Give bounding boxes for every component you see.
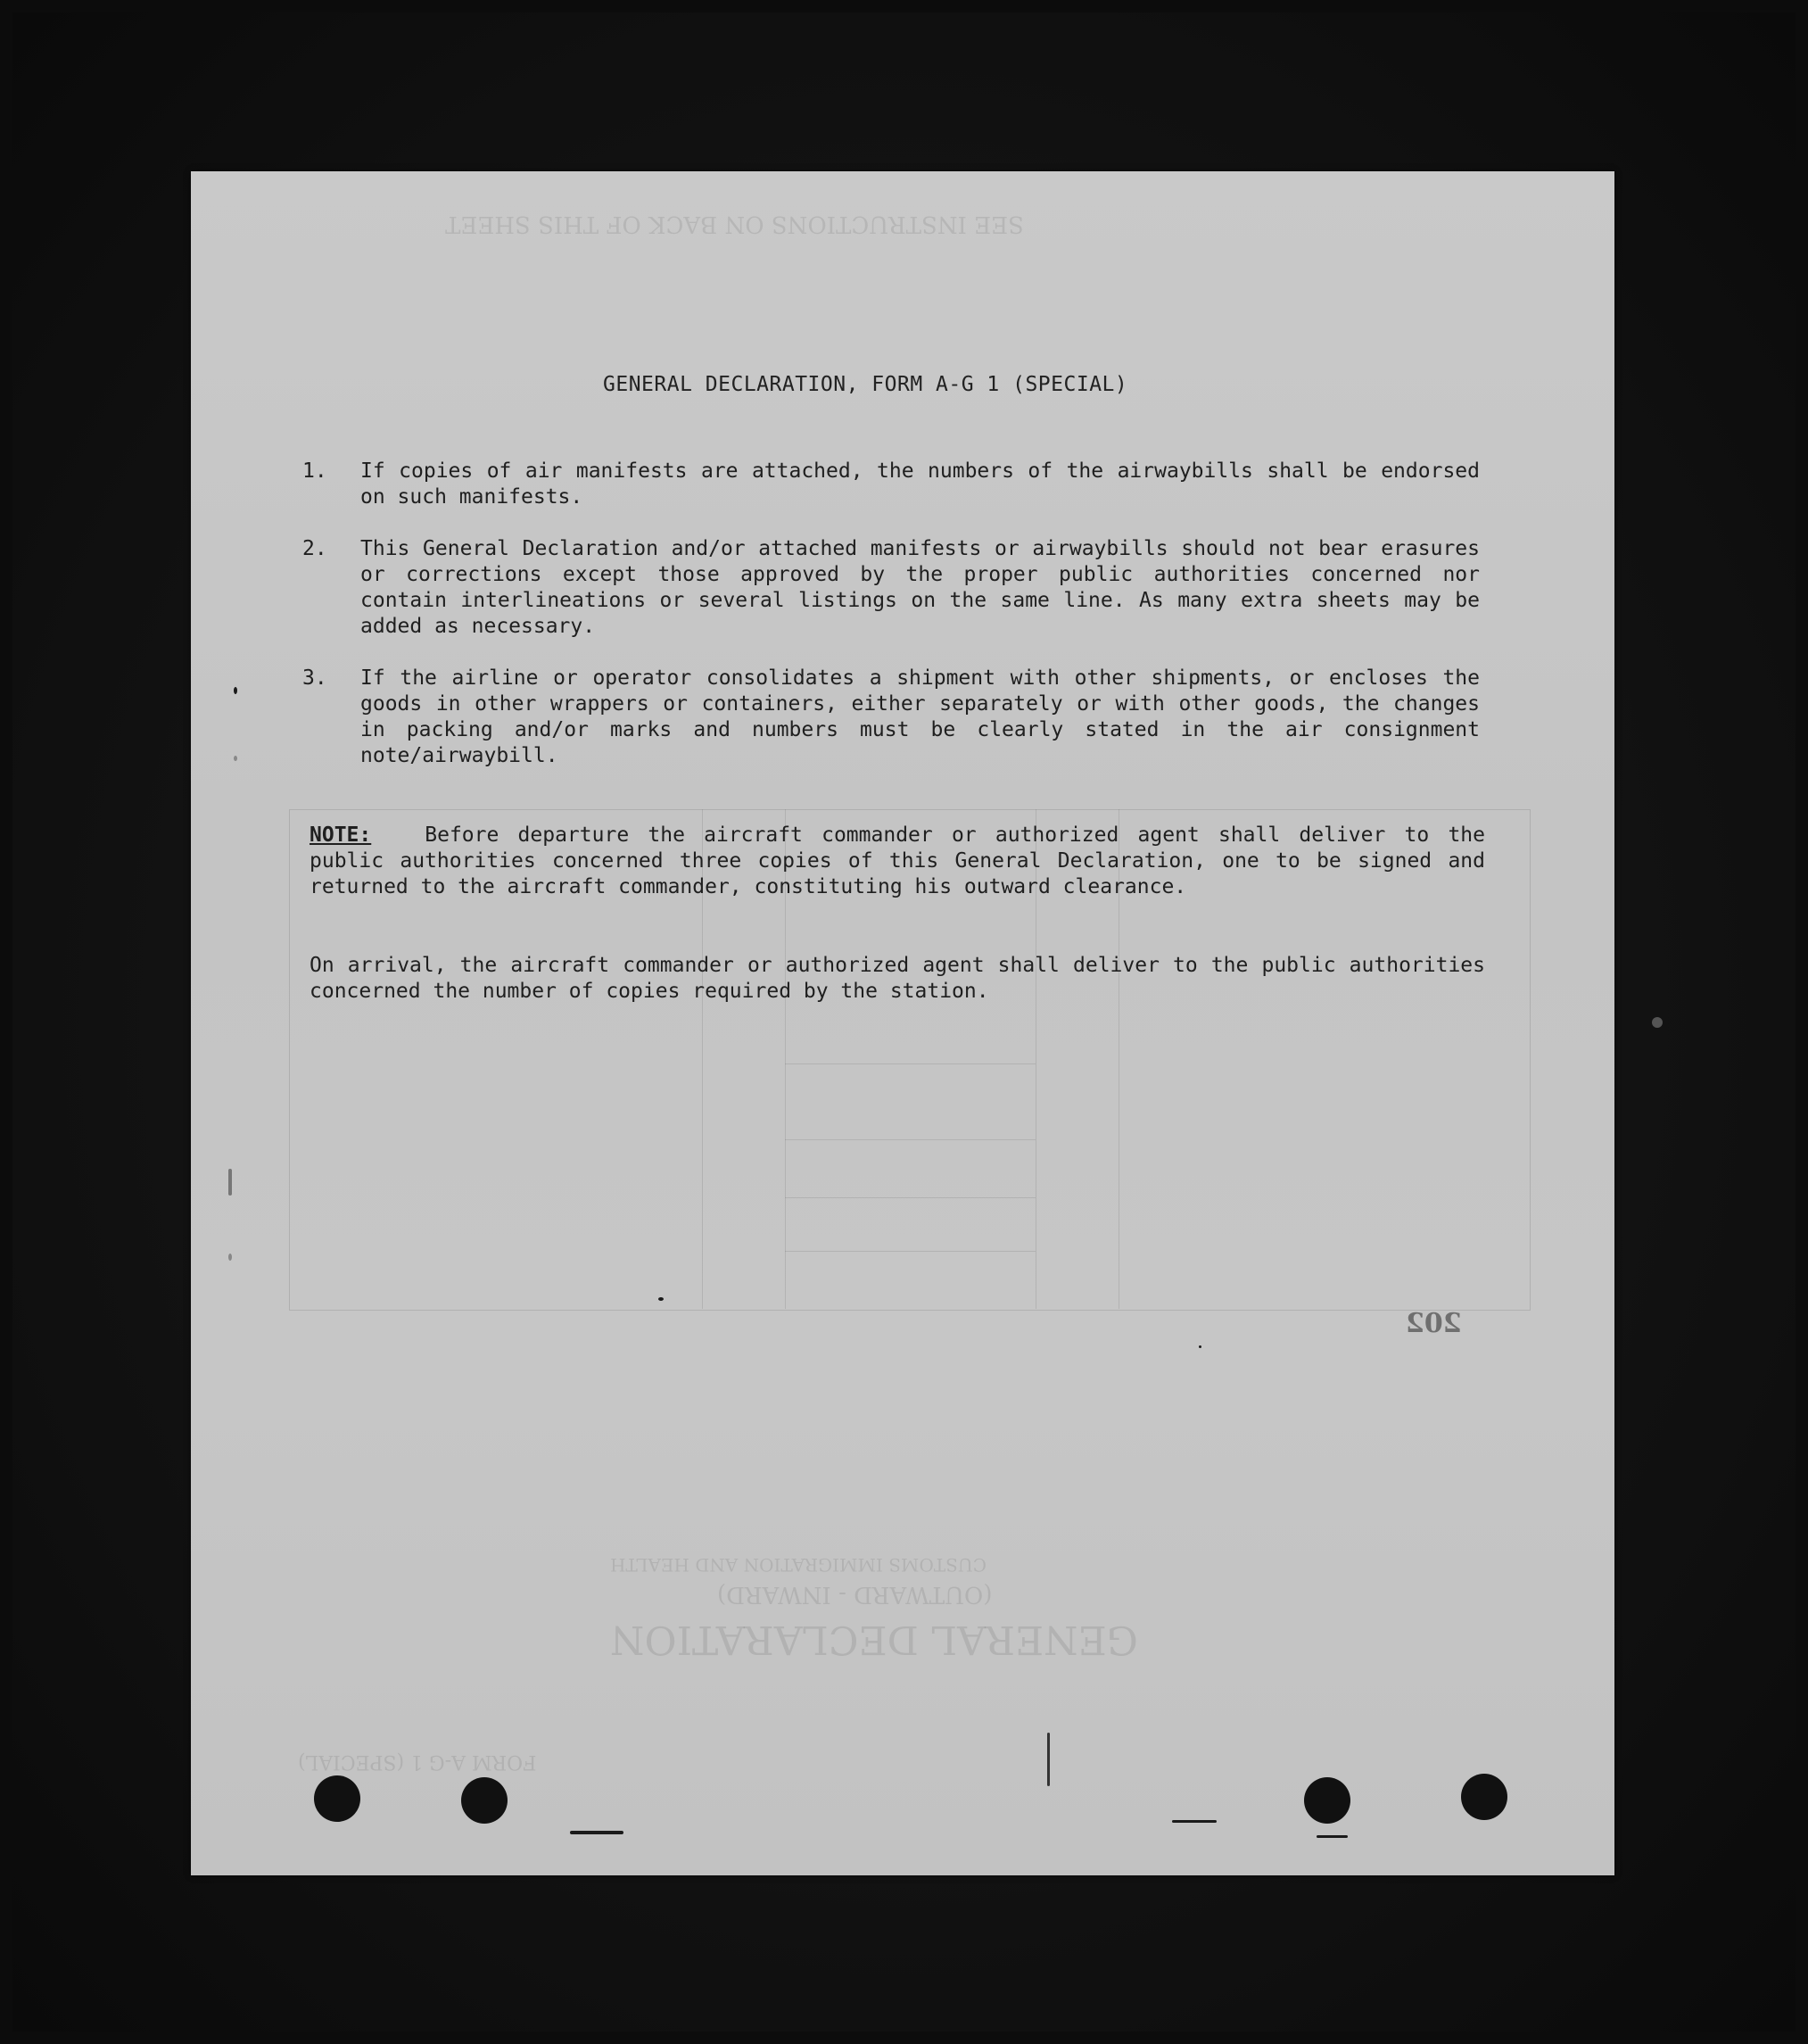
scan-speck — [570, 1831, 623, 1834]
scan-speck — [228, 1254, 232, 1261]
scan-speck — [234, 687, 237, 694]
arrival-note: On arrival, the aircraft commander or authorized agent shall deliver to the public authorities concerned the number of copies required by the station. — [310, 954, 1485, 1003]
scan-speck — [234, 756, 237, 761]
scan-speck — [228, 1169, 232, 1196]
scan-speck — [1047, 1733, 1050, 1786]
punch-hole — [314, 1775, 360, 1822]
bleed-through-rule-1 — [785, 1063, 1036, 1064]
item-number: 2. — [302, 537, 327, 560]
note-text: Before departure the aircraft commander or authorized agent shall deliver to the public authorities concerned three copies of this General Declaration, one to be signed and returned to the aircraft commander, constituting his outward clearance. — [310, 823, 1485, 898]
scan-speck — [1652, 1017, 1663, 1028]
item-number: 1. — [302, 459, 327, 483]
scan-speck — [1199, 1345, 1201, 1348]
departure-note — [310, 823, 1485, 900]
scan-speck — [1317, 1835, 1348, 1838]
punch-hole — [461, 1777, 508, 1824]
instruction-item-1 — [302, 459, 1480, 510]
scan-speck — [658, 1297, 664, 1301]
item-text: If copies of air manifests are attached, the numbers of the airwaybills shall be endorsed on such manifests. — [360, 459, 1480, 509]
document-page — [191, 171, 1614, 1875]
scan-speck — [1172, 1820, 1217, 1823]
punch-hole — [1304, 1777, 1350, 1824]
bleed-through-header: SEE INSTRUCTIONS ON BACK OF THIS SHEET — [445, 211, 1024, 237]
instruction-item-2 — [302, 536, 1480, 640]
note-label: NOTE: — [310, 823, 372, 847]
punch-hole — [1461, 1774, 1507, 1820]
item-text: If the airline or operator consolidates a shipment with other shipments, or encloses the goods in other wrappers or containers, either separately or with other goods, the changes in packing and/or marks and numbers must be clearly stated in the air consignment note/airwaybill. — [360, 666, 1480, 767]
document-title: GENERAL DECLARATION, FORM A-G 1 (SPECIAL) — [603, 373, 1128, 396]
item-text: This General Declaration and/or attached manifests or airwaybills should not bear erasures or corrections except those approved by the proper public authorities concerned nor contain interlineations or several listings on the same line. As many extra sheets may be added as necessary. — [360, 537, 1480, 638]
bleed-through-lower-title: GENERAL DECLARATION — [610, 1617, 1138, 1662]
item-number: 3. — [302, 666, 327, 690]
bleed-through-rule-3 — [785, 1197, 1036, 1198]
instruction-item-3 — [302, 666, 1480, 769]
bleed-through-corner-text: FORM A-G 1 (SPECIAL) — [298, 1750, 537, 1773]
bleed-through-rule-2 — [785, 1139, 1036, 1140]
bleed-through-lower-line: CUSTOMS IMMIGRATION AND HEALTH — [610, 1554, 987, 1576]
bleed-through-lower-subtitle: (OUTWARD - INWARD) — [717, 1581, 993, 1608]
bleed-through-rule-4 — [785, 1251, 1036, 1252]
page-number: 202 — [1406, 1308, 1462, 1339]
